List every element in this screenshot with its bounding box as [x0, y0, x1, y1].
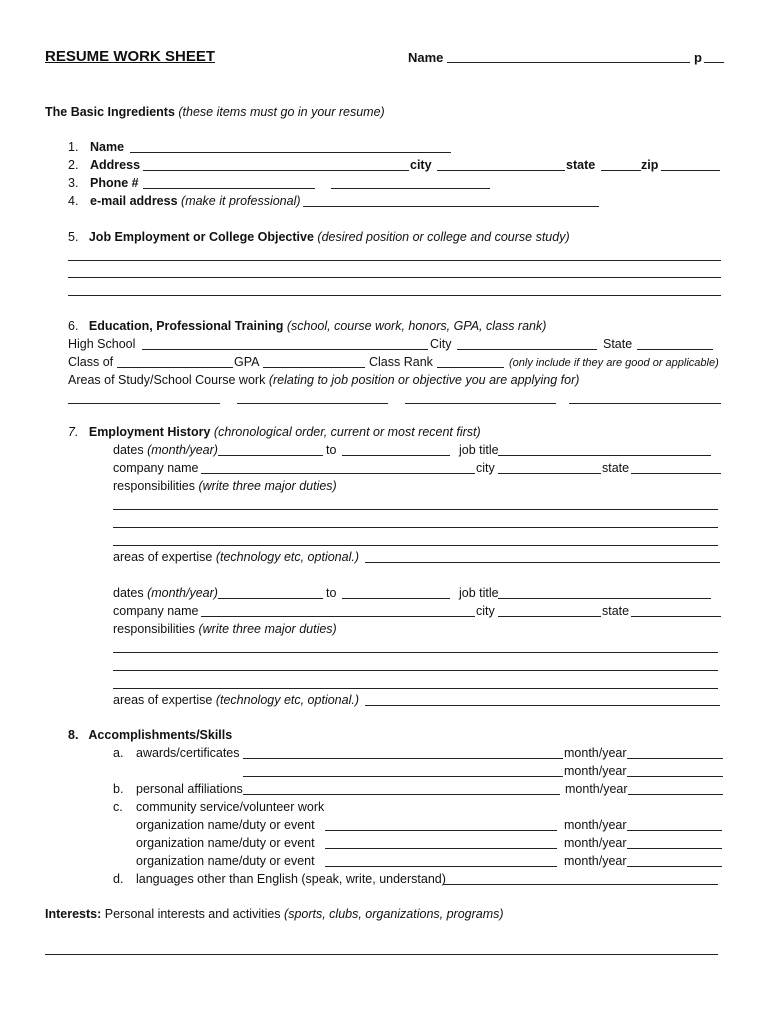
affiliations-label: personal affiliations	[136, 782, 243, 796]
job2-dates-to[interactable]	[342, 598, 450, 599]
community-label: community service/volunteer work	[136, 800, 325, 814]
org-field-2[interactable]	[325, 848, 557, 849]
address-field[interactable]	[143, 170, 409, 171]
item-3: 3.	[68, 176, 79, 190]
org-date-3[interactable]	[627, 866, 722, 867]
awards-month-year-1: month/year	[564, 746, 627, 760]
hs-city-label: City	[430, 337, 452, 351]
languages-field[interactable]	[443, 884, 718, 885]
job2-city-label: city	[476, 604, 495, 618]
awards-month-year-2: month/year	[564, 764, 627, 778]
objective-line-1[interactable]	[68, 260, 721, 261]
hs-city-field[interactable]	[457, 349, 597, 350]
org-date-2[interactable]	[627, 848, 722, 849]
interests-field[interactable]	[45, 954, 718, 955]
job1-state-field[interactable]	[631, 473, 721, 474]
job1-dates-from[interactable]	[218, 455, 323, 456]
objective-line-3[interactable]	[68, 295, 721, 296]
affiliations-field[interactable]	[243, 794, 560, 795]
awards-field-2[interactable]	[243, 776, 563, 777]
class-of-field[interactable]	[117, 367, 233, 368]
phone-label: Phone #	[90, 176, 139, 190]
job2-title-label: job title	[459, 586, 499, 600]
address-state-field[interactable]	[601, 170, 641, 171]
awards-field-1[interactable]	[243, 758, 563, 759]
job1-state-label: state	[602, 461, 630, 475]
job1-dates-to[interactable]	[342, 455, 450, 456]
job1-title-label: job title	[459, 443, 499, 457]
address-zip-field[interactable]	[661, 170, 720, 171]
job1-resp-label: responsibilities (write three major duties)	[113, 479, 337, 493]
awards-label: awards/certificates	[136, 746, 240, 760]
job1-resp-line-3[interactable]	[113, 545, 718, 546]
job1-company-label: company name	[113, 461, 199, 475]
affiliations-date[interactable]	[628, 794, 723, 795]
job1-dates-label: dates (month/year)	[113, 443, 218, 457]
address-city-label: city	[410, 158, 432, 172]
org-field-1[interactable]	[325, 830, 557, 831]
acc-c-marker: c.	[113, 800, 123, 814]
address-label: Address	[90, 158, 141, 172]
job2-resp-line-1[interactable]	[113, 652, 718, 653]
job1-expertise-field[interactable]	[365, 562, 720, 563]
phone-field-2[interactable]	[331, 188, 490, 189]
item-2: 2.	[68, 158, 79, 172]
org-month-year-2: month/year	[564, 836, 627, 850]
job2-resp-line-2[interactable]	[113, 670, 718, 671]
high-school-field[interactable]	[142, 349, 428, 350]
education-heading: 6. Education, Professional Training (school, course work, honors, GPA, class rank)	[68, 319, 547, 333]
interests-line: Interests: Personal interests and activities (sports, clubs, organizations, programs)	[45, 907, 504, 921]
item-1: 1.	[68, 140, 79, 154]
class-rank-label: Class Rank	[369, 355, 433, 369]
job2-city-field[interactable]	[498, 616, 601, 617]
gpa-field[interactable]	[263, 367, 365, 368]
job2-state-label: state	[602, 604, 630, 618]
item-4: 4.	[68, 194, 79, 208]
job2-resp-line-3[interactable]	[113, 688, 718, 689]
acc-d-marker: d.	[113, 872, 124, 886]
accomplishments-heading: 8. Accomplishments/Skills	[68, 728, 233, 742]
address-zip-label: zip	[641, 158, 659, 172]
areas-field-4[interactable]	[569, 403, 721, 404]
address-state-label: state	[566, 158, 596, 172]
employment-heading: 7. Employment History (chronological order, current or most recent first)	[68, 425, 481, 439]
org-label-1: organization name/duty or event	[136, 818, 315, 832]
class-rank-note: (only include if they are good or applicable)	[509, 357, 719, 369]
job2-state-field[interactable]	[631, 616, 721, 617]
period-label: p	[694, 50, 702, 65]
job1-to-label: to	[326, 443, 337, 457]
job1-expertise-label: areas of expertise (technology etc, optional.)	[113, 550, 359, 564]
org-label-2: organization name/duty or event	[136, 836, 315, 850]
job1-title-field[interactable]	[498, 455, 711, 456]
job2-company-field[interactable]	[201, 616, 475, 617]
basic-heading: The Basic Ingredients (these items must go in your resume)	[45, 105, 385, 119]
job2-resp-label: responsibilities (write three major duties)	[113, 622, 337, 636]
email-field[interactable]	[303, 206, 599, 207]
affiliations-month-year: month/year	[565, 782, 628, 796]
acc-a-marker: a.	[113, 746, 124, 760]
org-date-1[interactable]	[627, 830, 722, 831]
awards-date-1[interactable]	[627, 758, 723, 759]
high-school-label: High School	[68, 337, 136, 351]
awards-date-2[interactable]	[627, 776, 723, 777]
objective-line-2[interactable]	[68, 277, 721, 278]
job2-dates-from[interactable]	[218, 598, 323, 599]
address-city-field[interactable]	[437, 170, 565, 171]
name-field[interactable]	[447, 62, 690, 63]
job2-title-field[interactable]	[498, 598, 711, 599]
name-label: Name	[408, 50, 444, 65]
name-item-field[interactable]	[130, 152, 451, 153]
job2-expertise-label: areas of expertise (technology etc, optional.)	[113, 693, 359, 707]
acc-b-marker: b.	[113, 782, 124, 796]
languages-label: languages other than English (speak, write, understand)	[136, 872, 446, 886]
hs-state-label: State	[603, 337, 633, 351]
job1-resp-line-1[interactable]	[113, 509, 718, 510]
areas-of-study-label: Areas of Study/School Course work (relating to job position or objective you are applying for)	[68, 373, 580, 387]
name-item-label: Name	[90, 140, 125, 154]
hs-state-field[interactable]	[637, 349, 713, 350]
job2-company-label: company name	[113, 604, 199, 618]
period-field[interactable]	[704, 62, 724, 63]
objective-heading: 5. Job Employment or College Objective (desired position or college and course study)	[68, 230, 570, 244]
areas-field-3[interactable]	[405, 403, 556, 404]
job2-expertise-field[interactable]	[365, 705, 720, 706]
email-label: e-mail address (make it professional)	[90, 194, 301, 208]
class-of-label: Class of	[68, 355, 114, 369]
page-title: RESUME WORK SHEET	[45, 48, 216, 65]
areas-field-2[interactable]	[237, 403, 388, 404]
job2-dates-label: dates (month/year)	[113, 586, 218, 600]
org-label-3: organization name/duty or event	[136, 854, 315, 868]
job1-city-label: city	[476, 461, 495, 475]
job1-resp-line-2[interactable]	[113, 527, 718, 528]
job1-company-field[interactable]	[201, 473, 475, 474]
job2-to-label: to	[326, 586, 337, 600]
phone-field-1[interactable]	[143, 188, 315, 189]
class-rank-field[interactable]	[437, 367, 504, 368]
job1-city-field[interactable]	[498, 473, 601, 474]
org-month-year-1: month/year	[564, 818, 627, 832]
areas-field-1[interactable]	[68, 403, 220, 404]
org-field-3[interactable]	[325, 866, 557, 867]
org-month-year-3: month/year	[564, 854, 627, 868]
gpa-label: GPA	[234, 355, 260, 369]
